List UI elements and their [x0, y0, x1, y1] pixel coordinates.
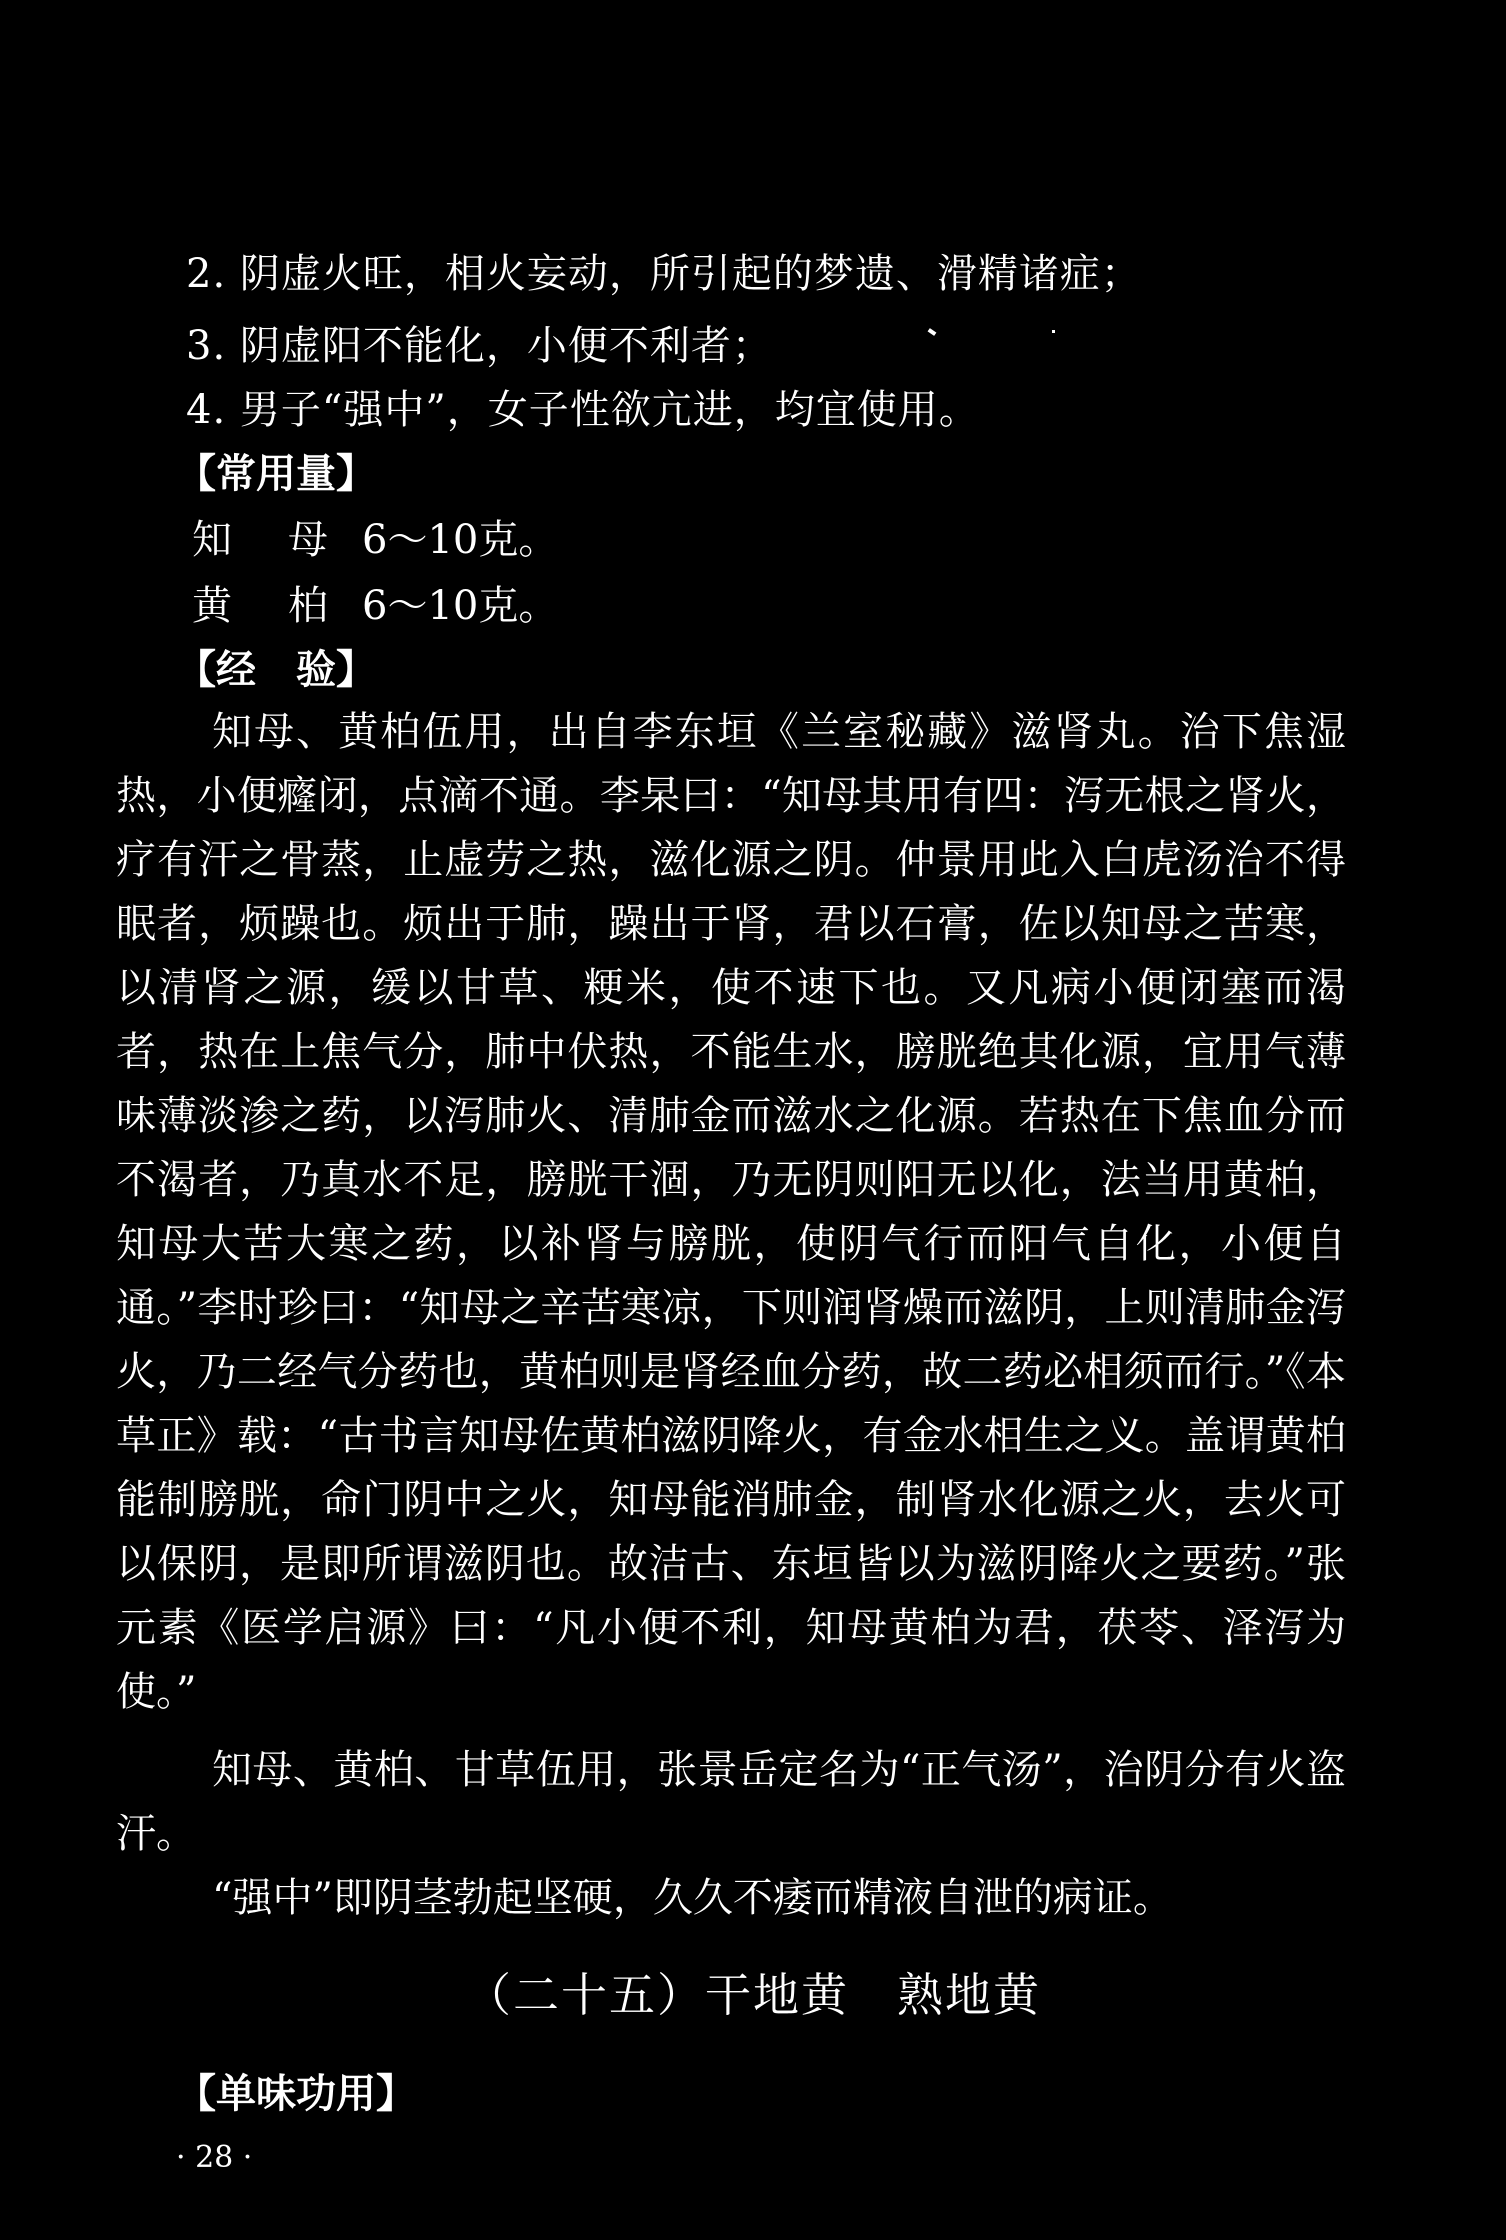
experience-paragraph: 知母、黄柏伍用，出自李东垣《兰室秘藏》滋肾丸。治下焦湿热，小便癃闭，点滴不通。李杲曰：“知母其用有四：泻无根之肾火，疗有汗之骨蒸，止虚劳之热，滋化源之阴。仲景用此入白虎汤治不得眠者，烦躁也。烦出于肺，躁出于肾，君以石膏，佐以知母之苦寒，以清肾之源，缓以甘草、粳米，使不速下也。又凡病小便闭塞而渴者，热在上焦气分，肺中伏热，不能生水，膀胱绝其化源，宜用气薄味薄淡渗之药，以泻肺火、清肺金而滋水之化源。若热在下焦血分而不渴者，乃真水不足，膀胱干涸，乃无阴则阳无以化，法当用黄柏，知母大苦大寒之药，以补肾与膀胱，使阴气行而阳气自化，小便自通。”李时珍曰：“知母之辛苦寒凉，下则润肾燥而滋阴，上则清肺金泻火，乃二经气分药也，黄柏则是肾经血分药，故二药必相须而行。”《本草正》载：“古书言知母佐黄柏滋阴降火，有金水相生之义。盖谓黄柏能制膀胱，命门阴中之火，知母能消肺金，制肾水化源之火，去火可以保阴，是即所谓滋阴也。故洁古、东垣皆以为滋阴降火之要药。”张元素《医学启源》曰：“凡小便不利，知母黄柏为君，茯苓、泽泻为使。” — [116, 709, 1346, 1715]
dosage-heading: 【常用量】 — [176, 451, 376, 497]
zhengqi-tang-paragraph: 知母、黄柏、甘草伍用，张景岳定名为“正气汤”，治阴分有火盗汗。 — [116, 1747, 1346, 1857]
dosage-row-huangbai — [192, 576, 558, 636]
page-number: · 28 · — [176, 2140, 253, 2175]
dosage-row-zhimu — [192, 510, 558, 570]
dosage-amount: 6～10克。 — [362, 517, 559, 563]
list-item-3: 3. 阴虚阳不能化，小便不利者； — [186, 323, 773, 369]
scan-speck — [928, 328, 937, 336]
function-heading: 【单味功用】 — [176, 2071, 416, 2117]
scan-speck — [1052, 330, 1055, 333]
experience-heading: 【经 验】 — [176, 647, 376, 693]
list-item-4: 4. 男子“强中”，女子性欲亢进，均宜使用。 — [186, 387, 980, 433]
dosage-amount: 6～10克。 — [362, 583, 559, 629]
dosage-herb-name: 知母 — [192, 517, 384, 563]
section-title: （二十五）干地黄 熟地黄 — [465, 1968, 1041, 2022]
list-item-2: 2. 阴虚火旺，相火妄动，所引起的梦遗、滑精诸症； — [186, 251, 1142, 297]
dosage-herb-name: 黄柏 — [192, 583, 384, 629]
qiangzhong-note: “强中”即阴茎勃起坚硬，久久不痿而精液自泄的病证。 — [212, 1875, 1173, 1921]
